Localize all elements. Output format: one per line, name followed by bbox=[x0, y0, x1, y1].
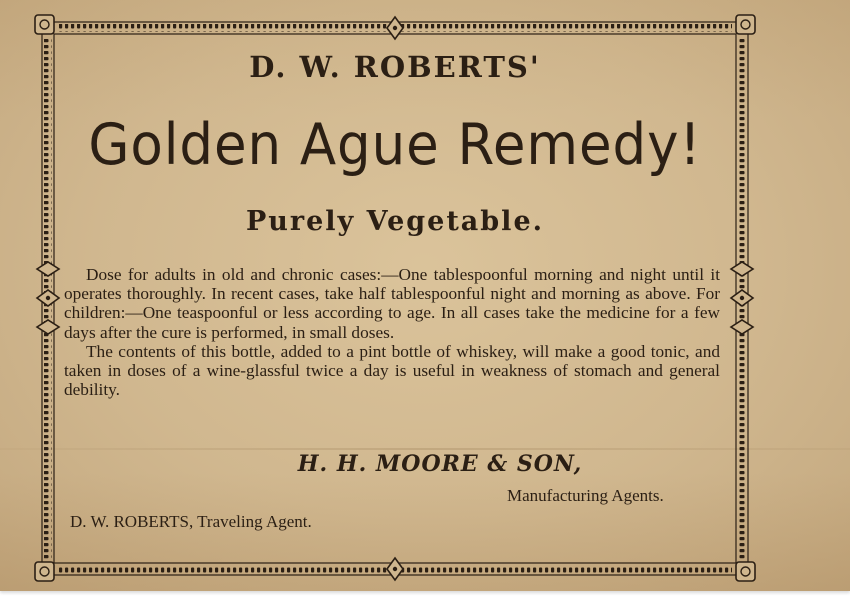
product-title: Golden Ague Remedy! bbox=[88, 112, 702, 178]
directions-text bbox=[64, 265, 720, 399]
proprietor-heading: D. W. ROBERTS' bbox=[249, 50, 541, 84]
tonic-paragraph: The contents of this bottle, added to a pint bottle of whiskey, will make a good tonic, and taken in doses of a wine-glassful twice a day is useful in weakness of stomach and general debility. bbox=[64, 341, 720, 400]
manufacturer-role: Manufacturing Agents. bbox=[507, 486, 664, 505]
dosage-paragraph: Dose for adults in old and chronic cases:—One tablespoonful morning and night until it operates thoroughly. In recent cases, take half tablespoonful night and morning as above. For children:—One teaspoonful or less according to age. In all cases take the medicine for a few days after the cure is performed, in small doses. bbox=[64, 265, 720, 342]
traveling-agent: D. W. ROBERTS, Traveling Agent. bbox=[70, 512, 312, 531]
tagline: Purely Vegetable. bbox=[245, 206, 545, 237]
manufacturer-name: H. H. MOORE & SON, bbox=[297, 451, 583, 477]
